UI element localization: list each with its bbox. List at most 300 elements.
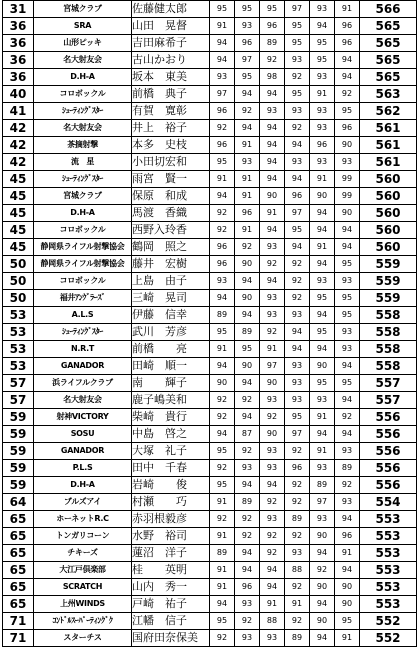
rank-cell: 45 bbox=[3, 222, 34, 239]
rank-cell: 65 bbox=[3, 545, 34, 562]
table-row bbox=[3, 630, 417, 647]
series-score-cell: 90 bbox=[310, 613, 335, 630]
table-row bbox=[3, 120, 417, 137]
series-score-cell: 94 bbox=[335, 222, 360, 239]
series-score-cell: 93 bbox=[335, 341, 360, 358]
name-cell: 国府田奈保美 bbox=[132, 630, 210, 647]
rank-cell: 59 bbox=[3, 477, 34, 494]
series-score-cell: 92 bbox=[285, 69, 310, 86]
table-row bbox=[3, 137, 417, 154]
club-cell: ホーネットR.C bbox=[34, 511, 132, 528]
series-score-cell: 96 bbox=[210, 256, 235, 273]
rank-cell: 59 bbox=[3, 426, 34, 443]
total-cell: 554 bbox=[360, 494, 417, 511]
table-row bbox=[3, 171, 417, 188]
series-score-cell: 93 bbox=[335, 154, 360, 171]
total-cell: 556 bbox=[360, 477, 417, 494]
series-score-cell: 93 bbox=[285, 358, 310, 375]
series-score-cell: 95 bbox=[235, 1, 260, 18]
series-score-cell: 94 bbox=[260, 562, 285, 579]
series-score-cell: 93 bbox=[285, 307, 310, 324]
name-cell: 前橋 亮 bbox=[132, 341, 210, 358]
name-cell: 本多 史枝 bbox=[132, 137, 210, 154]
series-score-cell: 94 bbox=[235, 86, 260, 103]
total-cell: 562 bbox=[360, 103, 417, 120]
name-cell: 吉田麻希子 bbox=[132, 35, 210, 52]
series-score-cell: 96 bbox=[335, 35, 360, 52]
series-score-cell: 90 bbox=[335, 596, 360, 613]
series-score-cell: 96 bbox=[260, 18, 285, 35]
series-score-cell: 94 bbox=[335, 52, 360, 69]
series-score-cell: 94 bbox=[260, 86, 285, 103]
series-score-cell: 94 bbox=[260, 120, 285, 137]
name-cell: 武川 芳彦 bbox=[132, 324, 210, 341]
series-score-cell: 96 bbox=[335, 120, 360, 137]
rank-cell: 45 bbox=[3, 239, 34, 256]
series-score-cell: 89 bbox=[335, 460, 360, 477]
total-cell: 561 bbox=[360, 154, 417, 171]
rank-cell: 59 bbox=[3, 443, 34, 460]
rank-cell: 40 bbox=[3, 86, 34, 103]
name-cell: 岩崎 俊 bbox=[132, 477, 210, 494]
series-score-cell: 94 bbox=[210, 35, 235, 52]
name-cell: 柴崎 貴行 bbox=[132, 409, 210, 426]
series-score-cell: 93 bbox=[335, 324, 360, 341]
name-cell: 村瀬 巧 bbox=[132, 494, 210, 511]
name-cell: 蓮沼 洋子 bbox=[132, 545, 210, 562]
table-row bbox=[3, 273, 417, 290]
series-score-cell: 94 bbox=[335, 239, 360, 256]
series-score-cell: 94 bbox=[285, 341, 310, 358]
series-score-cell: 95 bbox=[310, 35, 335, 52]
total-cell: 561 bbox=[360, 137, 417, 154]
series-score-cell: 89 bbox=[285, 511, 310, 528]
rank-cell: 36 bbox=[3, 52, 34, 69]
club-cell: トンガリコーン bbox=[34, 528, 132, 545]
series-score-cell: 95 bbox=[285, 222, 310, 239]
club-cell: ｼｭｰﾃｨﾝｸﾞｽﾀｰ bbox=[34, 103, 132, 120]
series-score-cell: 95 bbox=[310, 52, 335, 69]
club-cell: 山形ピッキ bbox=[34, 35, 132, 52]
rank-cell: 71 bbox=[3, 630, 34, 647]
series-score-cell: 93 bbox=[310, 120, 335, 137]
total-cell: 553 bbox=[360, 579, 417, 596]
series-score-cell: 93 bbox=[285, 392, 310, 409]
club-cell: ｼｭｰﾃｨﾝｸﾞｽﾀｰ bbox=[34, 171, 132, 188]
table-row bbox=[3, 528, 417, 545]
series-score-cell: 91 bbox=[310, 443, 335, 460]
series-score-cell: 92 bbox=[260, 545, 285, 562]
series-score-cell: 94 bbox=[285, 324, 310, 341]
total-cell: 553 bbox=[360, 528, 417, 545]
table-row bbox=[3, 69, 417, 86]
series-score-cell: 92 bbox=[260, 52, 285, 69]
total-cell: 553 bbox=[360, 545, 417, 562]
series-score-cell: 94 bbox=[310, 596, 335, 613]
series-score-cell: 94 bbox=[210, 426, 235, 443]
series-score-cell: 98 bbox=[260, 69, 285, 86]
series-score-cell: 94 bbox=[260, 154, 285, 171]
series-score-cell: 92 bbox=[210, 120, 235, 137]
series-score-cell: 95 bbox=[310, 375, 335, 392]
series-score-cell: 96 bbox=[335, 528, 360, 545]
club-cell: ブルズアイ bbox=[34, 494, 132, 511]
total-cell: 560 bbox=[360, 239, 417, 256]
series-score-cell: 91 bbox=[310, 409, 335, 426]
series-score-cell: 90 bbox=[335, 205, 360, 222]
series-score-cell: 97 bbox=[285, 426, 310, 443]
series-score-cell: 94 bbox=[235, 120, 260, 137]
total-cell: 561 bbox=[360, 120, 417, 137]
series-score-cell: 93 bbox=[310, 154, 335, 171]
series-score-cell: 91 bbox=[310, 171, 335, 188]
total-cell: 559 bbox=[360, 256, 417, 273]
rank-cell: 57 bbox=[3, 392, 34, 409]
series-score-cell: 92 bbox=[210, 222, 235, 239]
rank-cell: 59 bbox=[3, 460, 34, 477]
table-row bbox=[3, 392, 417, 409]
series-score-cell: 90 bbox=[235, 358, 260, 375]
series-score-cell: 91 bbox=[335, 630, 360, 647]
series-score-cell: 91 bbox=[210, 579, 235, 596]
series-score-cell: 94 bbox=[335, 69, 360, 86]
series-score-cell: 92 bbox=[235, 443, 260, 460]
series-score-cell: 90 bbox=[235, 256, 260, 273]
series-score-cell: 91 bbox=[210, 528, 235, 545]
total-cell: 556 bbox=[360, 426, 417, 443]
club-cell: チキーズ bbox=[34, 545, 132, 562]
rank-cell: 65 bbox=[3, 528, 34, 545]
club-cell: SCRATCH bbox=[34, 579, 132, 596]
series-score-cell: 94 bbox=[210, 290, 235, 307]
series-score-cell: 99 bbox=[335, 171, 360, 188]
series-score-cell: 90 bbox=[335, 579, 360, 596]
total-cell: 556 bbox=[360, 443, 417, 460]
total-cell: 565 bbox=[360, 35, 417, 52]
name-cell: 江幡 信子 bbox=[132, 613, 210, 630]
series-score-cell: 94 bbox=[335, 562, 360, 579]
series-score-cell: 97 bbox=[235, 52, 260, 69]
total-cell: 560 bbox=[360, 222, 417, 239]
series-score-cell: 93 bbox=[260, 392, 285, 409]
table-row bbox=[3, 324, 417, 341]
series-score-cell: 93 bbox=[310, 1, 335, 18]
series-score-cell: 94 bbox=[260, 579, 285, 596]
name-cell: 古山かおり bbox=[132, 52, 210, 69]
series-score-cell: 94 bbox=[235, 375, 260, 392]
series-score-cell: 93 bbox=[235, 460, 260, 477]
series-score-cell: 90 bbox=[260, 188, 285, 205]
name-cell: 佐藤健太郎 bbox=[132, 1, 210, 18]
table-row bbox=[3, 86, 417, 103]
name-cell: 雨宮 賢一 bbox=[132, 171, 210, 188]
series-score-cell: 93 bbox=[285, 52, 310, 69]
series-score-cell: 95 bbox=[335, 307, 360, 324]
table-row bbox=[3, 613, 417, 630]
name-cell: 小田切宏和 bbox=[132, 154, 210, 171]
series-score-cell: 89 bbox=[310, 477, 335, 494]
name-cell: 有賀 寛彰 bbox=[132, 103, 210, 120]
series-score-cell: 93 bbox=[335, 494, 360, 511]
series-score-cell: 94 bbox=[285, 137, 310, 154]
total-cell: 565 bbox=[360, 52, 417, 69]
total-cell: 557 bbox=[360, 375, 417, 392]
rank-cell: 65 bbox=[3, 511, 34, 528]
series-score-cell: 94 bbox=[335, 426, 360, 443]
series-score-cell: 90 bbox=[235, 290, 260, 307]
club-cell: 流 星 bbox=[34, 154, 132, 171]
series-score-cell: 94 bbox=[310, 426, 335, 443]
total-cell: 565 bbox=[360, 69, 417, 86]
series-score-cell: 92 bbox=[235, 511, 260, 528]
name-cell: 三崎 晃司 bbox=[132, 290, 210, 307]
series-score-cell: 94 bbox=[310, 341, 335, 358]
series-score-cell: 94 bbox=[310, 18, 335, 35]
series-score-cell: 94 bbox=[235, 545, 260, 562]
series-score-cell: 88 bbox=[285, 562, 310, 579]
series-score-cell: 93 bbox=[235, 154, 260, 171]
rank-cell: 53 bbox=[3, 341, 34, 358]
table-row bbox=[3, 52, 417, 69]
club-cell: A.L.S bbox=[34, 307, 132, 324]
club-cell: コロボックル bbox=[34, 273, 132, 290]
total-cell: 552 bbox=[360, 630, 417, 647]
series-score-cell: 93 bbox=[260, 460, 285, 477]
series-score-cell: 93 bbox=[310, 69, 335, 86]
series-score-cell: 92 bbox=[260, 494, 285, 511]
series-score-cell: 95 bbox=[310, 290, 335, 307]
name-cell: 馬渡 香織 bbox=[132, 205, 210, 222]
total-cell: 563 bbox=[360, 86, 417, 103]
series-score-cell: 92 bbox=[285, 579, 310, 596]
series-score-cell: 93 bbox=[335, 443, 360, 460]
club-cell: 宮城クラブ bbox=[34, 1, 132, 18]
series-score-cell: 99 bbox=[335, 188, 360, 205]
club-cell: GANADOR bbox=[34, 443, 132, 460]
series-score-cell: 92 bbox=[285, 273, 310, 290]
series-score-cell: 94 bbox=[310, 307, 335, 324]
series-score-cell: 96 bbox=[210, 239, 235, 256]
rank-cell: 45 bbox=[3, 205, 34, 222]
series-score-cell: 94 bbox=[235, 477, 260, 494]
rank-cell: 36 bbox=[3, 69, 34, 86]
series-score-cell: 95 bbox=[335, 613, 360, 630]
rank-cell: 50 bbox=[3, 290, 34, 307]
total-cell: 565 bbox=[360, 18, 417, 35]
total-cell: 556 bbox=[360, 409, 417, 426]
series-score-cell: 94 bbox=[310, 630, 335, 647]
series-score-cell: 93 bbox=[335, 273, 360, 290]
series-score-cell: 93 bbox=[260, 511, 285, 528]
name-cell: 田崎 順一 bbox=[132, 358, 210, 375]
table-row bbox=[3, 1, 417, 18]
series-score-cell: 94 bbox=[335, 358, 360, 375]
series-score-cell: 95 bbox=[210, 1, 235, 18]
club-cell: 茶摘射撃 bbox=[34, 137, 132, 154]
series-score-cell: 96 bbox=[235, 205, 260, 222]
series-score-cell: 93 bbox=[260, 239, 285, 256]
series-score-cell: 92 bbox=[285, 613, 310, 630]
club-cell: ｺﾝﾄﾞﾙｽｰﾊﾟｰﾃｨﾝｸﾞｸ bbox=[34, 613, 132, 630]
series-score-cell: 91 bbox=[235, 188, 260, 205]
series-score-cell: 91 bbox=[285, 596, 310, 613]
name-cell: 鹿子嶋美和 bbox=[132, 392, 210, 409]
club-cell: 大江戸倶楽部 bbox=[34, 562, 132, 579]
series-score-cell: 92 bbox=[210, 205, 235, 222]
table-row bbox=[3, 409, 417, 426]
total-cell: 560 bbox=[360, 188, 417, 205]
series-score-cell: 90 bbox=[210, 375, 235, 392]
series-score-cell: 92 bbox=[260, 409, 285, 426]
series-score-cell: 92 bbox=[235, 528, 260, 545]
rank-cell: 41 bbox=[3, 103, 34, 120]
name-cell: 伊藤 信幸 bbox=[132, 307, 210, 324]
rank-cell: 53 bbox=[3, 324, 34, 341]
rank-cell: 42 bbox=[3, 137, 34, 154]
table-row bbox=[3, 222, 417, 239]
series-score-cell: 94 bbox=[285, 171, 310, 188]
series-score-cell: 92 bbox=[210, 511, 235, 528]
table-row bbox=[3, 103, 417, 120]
series-score-cell: 92 bbox=[285, 477, 310, 494]
series-score-cell: 94 bbox=[310, 205, 335, 222]
series-score-cell: 94 bbox=[310, 256, 335, 273]
series-score-cell: 91 bbox=[210, 562, 235, 579]
club-cell: 福井ｱﾝｸﾞﾗｰｽﾞ bbox=[34, 290, 132, 307]
series-score-cell: 95 bbox=[210, 443, 235, 460]
series-score-cell: 90 bbox=[310, 188, 335, 205]
series-score-cell: 90 bbox=[335, 137, 360, 154]
name-cell: 南 輝子 bbox=[132, 375, 210, 392]
total-cell: 553 bbox=[360, 562, 417, 579]
series-score-cell: 94 bbox=[235, 273, 260, 290]
series-score-cell: 96 bbox=[235, 579, 260, 596]
rank-cell: 42 bbox=[3, 154, 34, 171]
table-row bbox=[3, 426, 417, 443]
series-score-cell: 93 bbox=[260, 307, 285, 324]
series-score-cell: 92 bbox=[285, 290, 310, 307]
series-score-cell: 94 bbox=[260, 171, 285, 188]
series-score-cell: 93 bbox=[235, 630, 260, 647]
results-table-body bbox=[3, 1, 417, 647]
series-score-cell: 95 bbox=[285, 409, 310, 426]
series-score-cell: 91 bbox=[260, 341, 285, 358]
table-row bbox=[3, 35, 417, 52]
series-score-cell: 91 bbox=[210, 171, 235, 188]
series-score-cell: 95 bbox=[260, 1, 285, 18]
name-cell: 山田 晃督 bbox=[132, 18, 210, 35]
series-score-cell: 93 bbox=[210, 69, 235, 86]
series-score-cell: 95 bbox=[210, 613, 235, 630]
club-cell: D.H-A bbox=[34, 477, 132, 494]
total-cell: 557 bbox=[360, 392, 417, 409]
series-score-cell: 93 bbox=[285, 545, 310, 562]
series-score-cell: 95 bbox=[335, 103, 360, 120]
name-cell: 赤羽根毅彦 bbox=[132, 511, 210, 528]
series-score-cell: 96 bbox=[310, 137, 335, 154]
series-score-cell: 92 bbox=[210, 392, 235, 409]
series-score-cell: 92 bbox=[285, 120, 310, 137]
name-cell: 井上 裕子 bbox=[132, 120, 210, 137]
table-row bbox=[3, 511, 417, 528]
table-row bbox=[3, 18, 417, 35]
series-score-cell: 95 bbox=[285, 18, 310, 35]
club-cell: D.H-A bbox=[34, 69, 132, 86]
club-cell: P.L.S bbox=[34, 460, 132, 477]
rank-cell: 65 bbox=[3, 562, 34, 579]
series-score-cell: 91 bbox=[310, 86, 335, 103]
series-score-cell: 96 bbox=[335, 18, 360, 35]
series-score-cell: 97 bbox=[285, 1, 310, 18]
series-score-cell: 95 bbox=[210, 154, 235, 171]
series-score-cell: 95 bbox=[285, 35, 310, 52]
series-score-cell: 94 bbox=[285, 239, 310, 256]
series-score-cell: 93 bbox=[235, 18, 260, 35]
series-score-cell: 96 bbox=[210, 137, 235, 154]
club-cell: N.R.T bbox=[34, 341, 132, 358]
series-score-cell: 89 bbox=[210, 545, 235, 562]
series-score-cell: 89 bbox=[285, 630, 310, 647]
series-score-cell: 94 bbox=[235, 409, 260, 426]
series-score-cell: 94 bbox=[210, 358, 235, 375]
series-score-cell: 92 bbox=[285, 494, 310, 511]
series-score-cell: 92 bbox=[235, 613, 260, 630]
series-score-cell: 94 bbox=[210, 596, 235, 613]
series-score-cell: 96 bbox=[235, 35, 260, 52]
club-cell: 宮城クラブ bbox=[34, 188, 132, 205]
series-score-cell: 93 bbox=[210, 273, 235, 290]
series-score-cell: 93 bbox=[235, 596, 260, 613]
club-cell: 浜ライフルクラブ bbox=[34, 375, 132, 392]
series-score-cell: 93 bbox=[285, 103, 310, 120]
series-score-cell: 94 bbox=[235, 562, 260, 579]
club-cell: ｼｭｰﾃｨﾝｸﾞｽﾀｰ bbox=[34, 324, 132, 341]
series-score-cell: 94 bbox=[335, 511, 360, 528]
series-score-cell: 96 bbox=[285, 460, 310, 477]
series-score-cell: 93 bbox=[285, 375, 310, 392]
club-cell: GANADOR bbox=[34, 358, 132, 375]
series-score-cell: 94 bbox=[260, 477, 285, 494]
club-cell: 静岡県ライフル射撃協会 bbox=[34, 239, 132, 256]
series-score-cell: 93 bbox=[260, 630, 285, 647]
series-score-cell: 96 bbox=[210, 103, 235, 120]
series-score-cell: 91 bbox=[210, 341, 235, 358]
series-score-cell: 92 bbox=[235, 239, 260, 256]
series-score-cell: 91 bbox=[260, 596, 285, 613]
table-row bbox=[3, 239, 417, 256]
series-score-cell: 90 bbox=[260, 375, 285, 392]
series-score-cell: 94 bbox=[310, 222, 335, 239]
club-cell: 名大射友会 bbox=[34, 392, 132, 409]
series-score-cell: 91 bbox=[235, 137, 260, 154]
series-score-cell: 95 bbox=[235, 69, 260, 86]
series-score-cell: 94 bbox=[235, 307, 260, 324]
rank-cell: 65 bbox=[3, 579, 34, 596]
total-cell: 559 bbox=[360, 273, 417, 290]
rank-cell: 53 bbox=[3, 358, 34, 375]
table-row bbox=[3, 290, 417, 307]
series-score-cell: 91 bbox=[210, 494, 235, 511]
table-row bbox=[3, 205, 417, 222]
series-score-cell: 94 bbox=[260, 273, 285, 290]
series-score-cell: 93 bbox=[310, 460, 335, 477]
series-score-cell: 92 bbox=[260, 256, 285, 273]
series-score-cell: 90 bbox=[310, 358, 335, 375]
series-score-cell: 92 bbox=[260, 324, 285, 341]
rank-cell: 64 bbox=[3, 494, 34, 511]
series-score-cell: 96 bbox=[285, 188, 310, 205]
club-cell: コロボックル bbox=[34, 86, 132, 103]
